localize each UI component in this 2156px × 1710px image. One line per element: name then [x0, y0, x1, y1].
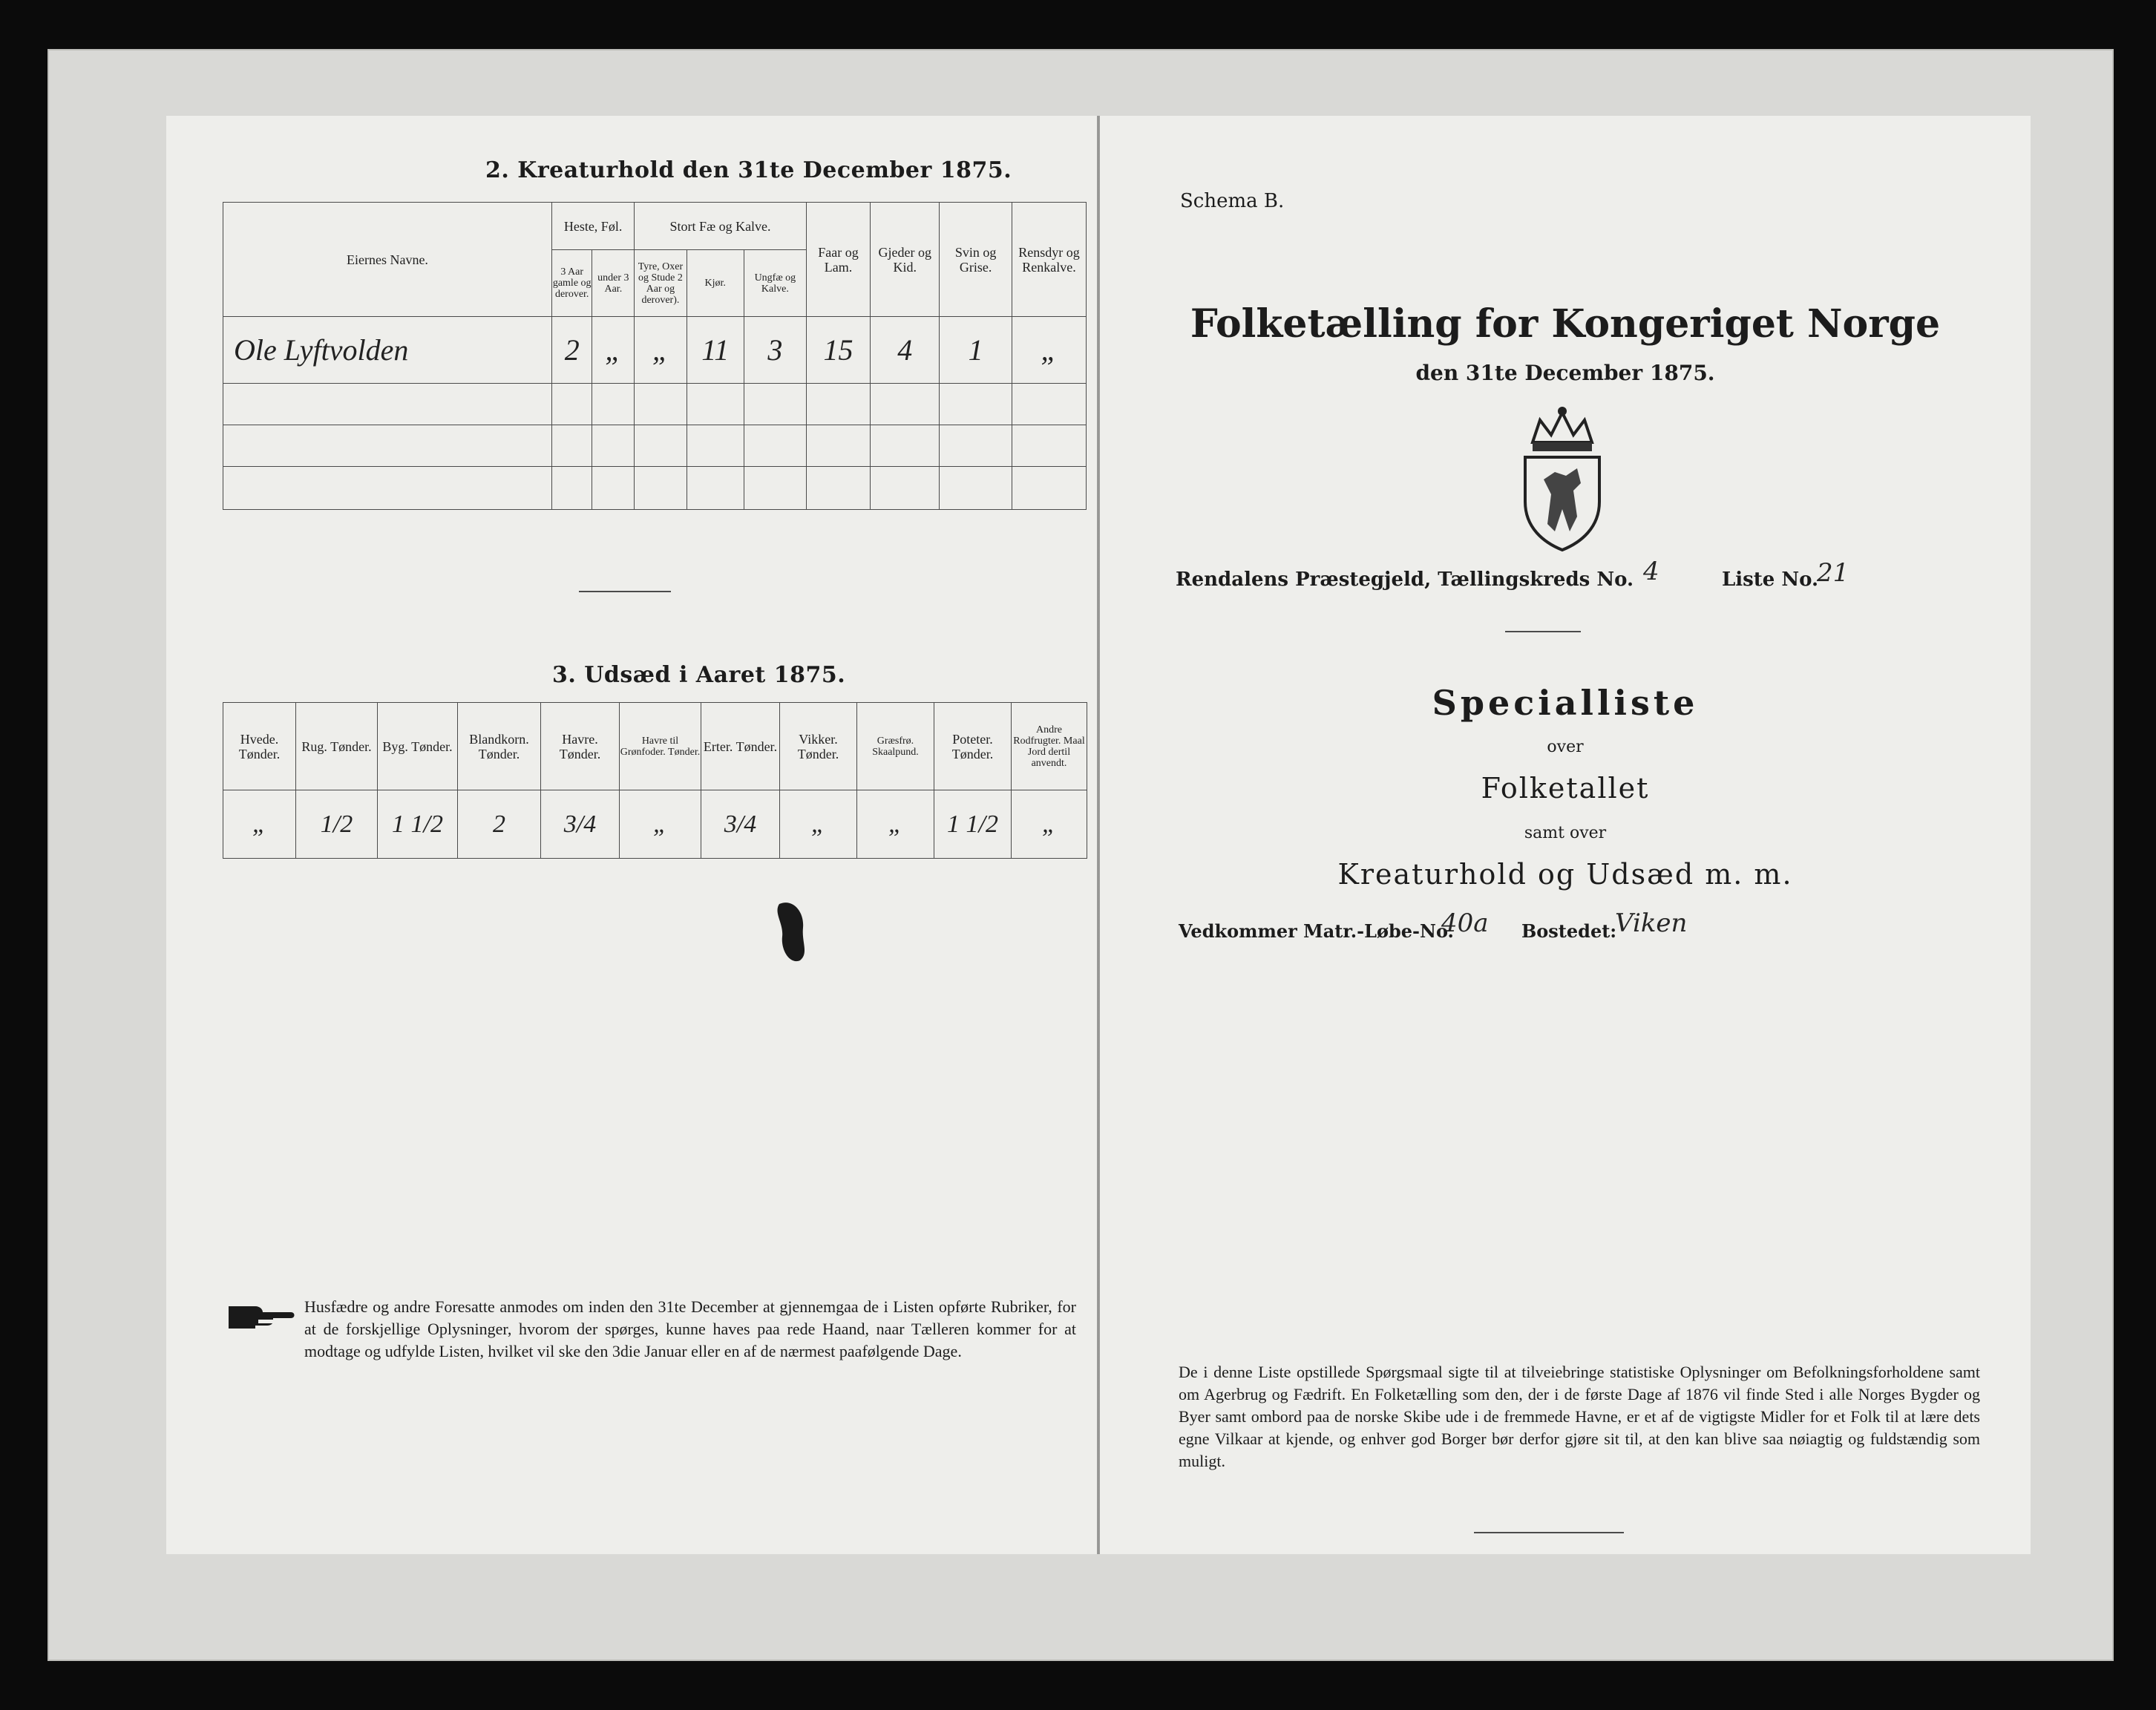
sowing-table	[223, 702, 1087, 859]
grasfro-cell: „	[857, 790, 934, 859]
over-text: over	[1547, 738, 1584, 756]
specialliste-heading: Specialliste	[1432, 683, 1699, 723]
section2-title: 2. Kreaturhold den 31te December 1875.	[485, 157, 1012, 183]
stort-c-header: Ungfæ og Kalve.	[744, 250, 806, 317]
table-row	[223, 425, 1087, 467]
grasfro-header: Græsfrø. Skaalpund.	[857, 703, 934, 790]
table-row	[223, 384, 1087, 425]
rensdyr-cell: „	[1012, 317, 1087, 384]
matr-number: 40a	[1441, 908, 1489, 938]
rensdyr-header: Rensdyr og Renkalve.	[1012, 203, 1087, 317]
stort-a-cell: „	[635, 317, 687, 384]
vikker-cell: „	[780, 790, 857, 859]
erter-header: Erter. Tønder.	[701, 703, 780, 790]
table-row	[223, 317, 1087, 384]
byg-cell: 1 1/2	[378, 790, 458, 859]
hvede-cell: „	[223, 790, 296, 859]
samt-over-text: samt over	[1524, 824, 1607, 842]
left-page	[166, 116, 1098, 1554]
heste-header: Heste, Føl.	[551, 203, 634, 250]
liste-number: 21	[1817, 558, 1849, 588]
stort-header: Stort Fæ og Kalve.	[635, 203, 807, 250]
poteter-cell: 1 1/2	[934, 790, 1012, 859]
krets-number: 4	[1643, 557, 1659, 586]
owner-cell: Ole Lyftvolden	[223, 317, 552, 384]
byg-header: Byg. Tønder.	[378, 703, 458, 790]
svin-header: Svin og Grise.	[940, 203, 1012, 317]
heste-b-cell: „	[592, 317, 635, 384]
havre-gronfoder-cell: „	[620, 790, 701, 859]
rodfrugter-cell: „	[1012, 790, 1087, 859]
havre-gronfoder-header: Havre til Grønfoder. Tønder.	[620, 703, 701, 790]
heste-a-cell: 2	[551, 317, 592, 384]
hvede-header: Hvede. Tønder.	[223, 703, 296, 790]
blandkorn-cell: 2	[458, 790, 541, 859]
divider	[1505, 631, 1581, 632]
form-date: den 31te December 1875.	[1415, 361, 1715, 385]
section3-title: 3. Udsæd i Aaret 1875.	[552, 662, 846, 688]
bosted-label: Bostedet:	[1521, 920, 1617, 942]
schema-label: Schema B.	[1180, 190, 1285, 212]
form-title: Folketælling for Kongeriget Norge	[1190, 301, 1941, 347]
stort-a-header: Tyre, Oxer og Stude 2 Aar og derover).	[635, 250, 687, 317]
table-row	[223, 790, 1087, 859]
ink-blot	[772, 898, 816, 965]
right-page	[1100, 116, 2031, 1554]
faar-cell: 15	[806, 317, 870, 384]
purpose-note: De i denne Liste opstillede Spørgsmaal sigte til at tilveiebringe statistiske Oplysninger om Befolkningsforholdene samt om Agerbrug og Fædrift. En Folketælling som den, der i de første Dage af 1876 vil finde Sted i alle Norges Bygder og Byer samt ombord paa de norske Skibe ude i de fremmede Havne, er et af de vigtigste Midler for et Folk til at lære dets egne Vilkaar at kjende, og enhver god Borger bør derfor gjøre sit til, at den kan blive saa nøiagtig og fuldstændig som muligt.	[1179, 1363, 1980, 1470]
rug-header: Rug. Tønder.	[296, 703, 378, 790]
faar-header: Faar og Lam.	[806, 203, 870, 317]
bosted-value: Viken	[1615, 908, 1688, 938]
gjeder-header: Gjeder og Kid.	[871, 203, 940, 317]
parish-label: Rendalens Præstegjeld, Tællingskreds No.	[1176, 569, 1634, 591]
gjeder-cell: 4	[871, 317, 940, 384]
table-row	[223, 467, 1087, 510]
folketallet-heading: Folketallet	[1481, 772, 1650, 805]
stort-b-cell: 11	[687, 317, 744, 384]
divider	[1474, 1532, 1624, 1533]
blandkorn-header: Blandkorn. Tønder.	[458, 703, 541, 790]
liste-label: Liste No.	[1722, 569, 1819, 591]
poteter-header: Poteter. Tønder.	[934, 703, 1012, 790]
coat-of-arms-icon	[1507, 405, 1618, 554]
vikker-header: Vikker. Tønder.	[780, 703, 857, 790]
havre-cell: 3/4	[541, 790, 620, 859]
havre-header: Havre. Tønder.	[541, 703, 620, 790]
livestock-table	[223, 202, 1087, 510]
erter-cell: 3/4	[701, 790, 780, 859]
rodfrugter-header: Andre Rodfrugter. Maal Jord dertil anvendt.	[1012, 703, 1087, 790]
svin-cell: 1	[940, 317, 1012, 384]
rug-cell: 1/2	[296, 790, 378, 859]
pointing-hand-icon	[226, 1299, 297, 1333]
heste-a-header: 3 Aar gamle og derover.	[551, 250, 592, 317]
owner-header: Eiernes Navne.	[223, 203, 552, 317]
stort-c-cell: 3	[744, 317, 806, 384]
heste-b-header: under 3 Aar.	[592, 250, 635, 317]
householder-note: Husfædre og andre Foresatte anmodes om inden den 31te December at gjennemgaa de i Listen opførte Rubriker, for at de forskjellige Oplysninger, hvorom der spørges, kunne haves paa rede Haand, naar Tælleren kommer for at modtage og udfylde Listen, hvilket vil ske den 3die Januar eller en af de nærmest paafølgende Dage.	[304, 1297, 1076, 1360]
matr-label: Vedkommer Matr.-Løbe-No.	[1179, 920, 1454, 942]
stort-b-header: Kjør.	[687, 250, 744, 317]
divider	[579, 591, 671, 592]
kreaturhold-heading: Kreaturhold og Udsæd m. m.	[1337, 858, 1793, 891]
